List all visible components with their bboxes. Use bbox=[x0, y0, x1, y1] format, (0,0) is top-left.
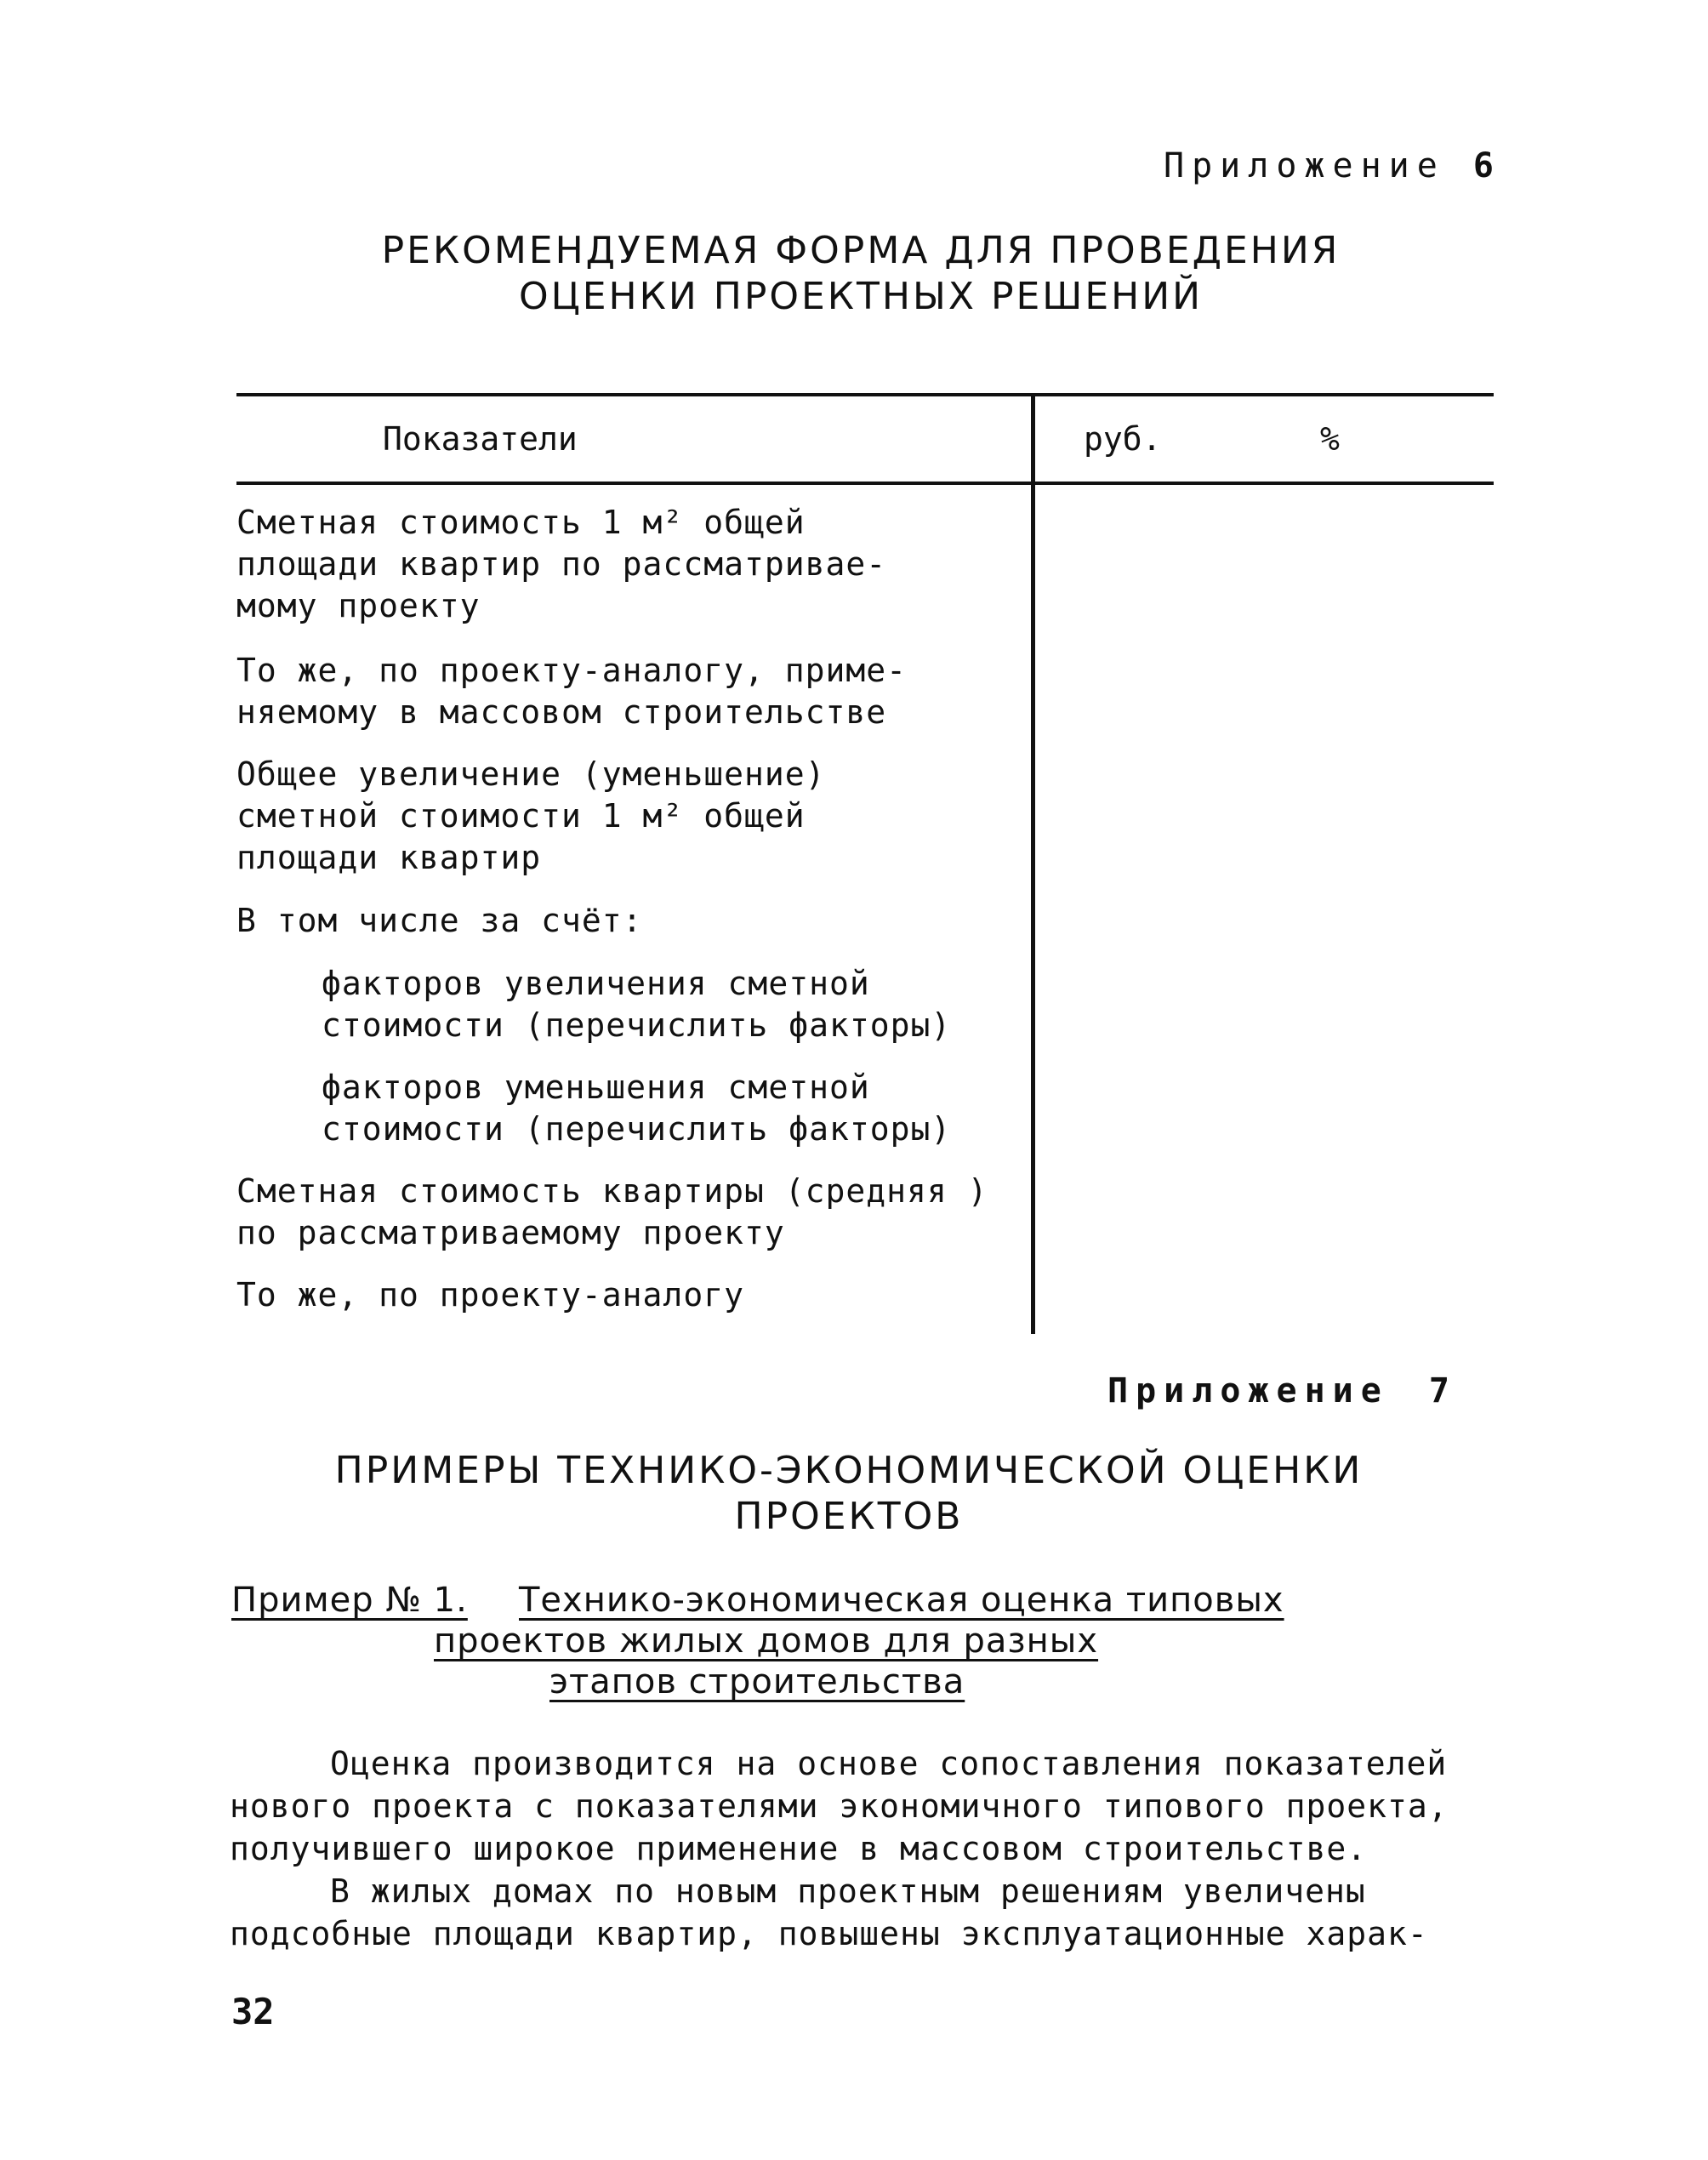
table-top-rule bbox=[236, 393, 1494, 396]
paragraph-line: получившего широкое применение в массовом строительстве. bbox=[230, 1830, 1368, 1867]
table-column-divider bbox=[1031, 393, 1035, 1334]
appendix-7-number: 7 bbox=[1428, 1371, 1458, 1411]
appendix-7-word: Приложение bbox=[1107, 1371, 1389, 1411]
paragraph-line: В жилых домах по новым проектным решениям увеличены bbox=[330, 1872, 1366, 1910]
appendix-7-title bbox=[0, 1448, 1703, 1540]
header-percent: % bbox=[1320, 420, 1340, 458]
appendix-6-label bbox=[1164, 146, 1501, 185]
appendix-6-number: 6 bbox=[1472, 146, 1502, 185]
row-line: факторов уменьшения сметной bbox=[322, 1069, 870, 1106]
appendix-6-title bbox=[7, 228, 1708, 320]
appendix-6-word: Приложение bbox=[1164, 146, 1445, 185]
table-row bbox=[236, 1171, 988, 1254]
header-rub: руб. bbox=[1084, 420, 1162, 458]
row-line: Сметная стоимость 1 м² общей bbox=[236, 504, 806, 541]
row-line: стоимости (перечислить факторы) bbox=[322, 1110, 952, 1148]
row-line: стоимости (перечислить факторы) bbox=[322, 1006, 952, 1044]
example-1-number: Пример № 1. bbox=[231, 1581, 468, 1620]
table-row bbox=[236, 1274, 744, 1316]
appendix-7-title-line-2: ПРОЕКТОВ bbox=[734, 1495, 964, 1538]
appendix-7-label bbox=[1107, 1371, 1457, 1411]
row-line: по рассматриваемому проекту bbox=[236, 1214, 785, 1251]
row-line: площади квартир bbox=[236, 839, 542, 876]
header-indicators: Показатели bbox=[383, 420, 578, 458]
table-row bbox=[236, 754, 825, 879]
example-1-title-line-2: проектов жилых домов для разных bbox=[434, 1621, 1099, 1661]
table-row bbox=[236, 650, 907, 733]
paragraph-1 bbox=[230, 1742, 1497, 1870]
row-line: няемому в массовом строительстве bbox=[236, 693, 887, 731]
table-row bbox=[322, 963, 951, 1046]
row-line: Сметная стоимость квартиры (средняя ) bbox=[236, 1172, 988, 1210]
row-line: факторов увеличения сметной bbox=[322, 965, 870, 1002]
row-line: То же, по проекту-аналогу, приме- bbox=[236, 652, 907, 689]
row-line: мому проекту bbox=[236, 587, 481, 624]
example-1-prefix bbox=[231, 1579, 468, 1621]
table-row bbox=[236, 502, 886, 627]
estimate-form-table bbox=[236, 393, 1494, 1334]
row-line: Общее увеличение (уменьшение) bbox=[236, 755, 826, 793]
row-line: В том числе за счёт: bbox=[236, 902, 643, 939]
appendix-7-title-line-1: ПРИМЕРЫ ТЕХНИКО-ЭКОНОМИЧЕСКОЙ ОЦЕНКИ bbox=[334, 1449, 1364, 1492]
paragraph-2 bbox=[230, 1870, 1497, 1955]
table-header-rule bbox=[236, 482, 1494, 485]
paragraph-line: Оценка производится на основе сопоставления показателей bbox=[330, 1745, 1448, 1782]
example-1-title-line-3: этапов строительства bbox=[549, 1662, 965, 1701]
paragraph-line: нового проекта с показателями экономичного типового проекта, bbox=[230, 1787, 1449, 1825]
example-1-title-line-1: Технико-экономическая оценка типовых bbox=[519, 1581, 1284, 1620]
appendix-6-title-line-2: ОЦЕНКИ ПРОЕКТНЫХ РЕШЕНИЙ bbox=[518, 275, 1204, 318]
table-row bbox=[322, 1067, 951, 1150]
table-row bbox=[236, 900, 643, 942]
row-line: сметной стоимости 1 м² общей bbox=[236, 797, 806, 835]
appendix-6-title-line-1: РЕКОМЕНДУЕМАЯ ФОРМА ДЛЯ ПРОВЕДЕНИЯ bbox=[381, 229, 1341, 272]
row-line: То же, по проекту-аналогу bbox=[236, 1276, 744, 1314]
paragraph-line: подсобные площади квартир, повышены эксплуатационные харак- bbox=[230, 1915, 1428, 1952]
row-line: площади квартир по рассматривае- bbox=[236, 545, 887, 583]
page-number: 32 bbox=[231, 1991, 275, 2032]
